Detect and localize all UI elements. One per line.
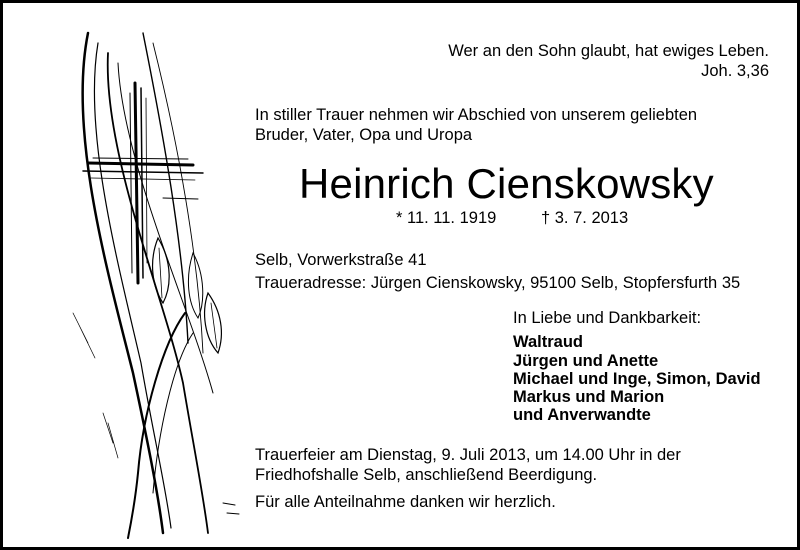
family-member: Michael und Inge, Simon, David — [513, 370, 761, 388]
intro-line-1: In stiller Trauer nehmen wir Abschied von unserem geliebten — [255, 106, 698, 124]
death-date: † 3. 7. 2013 — [541, 209, 629, 227]
thanks-line: Für alle Anteilnahme danken wir herzlich. — [255, 493, 556, 511]
funeral-line-1: Trauerfeier am Dienstag, 9. Juli 2013, um 14.00 Uhr in der — [255, 446, 681, 464]
family-member: Jürgen und Anette — [513, 352, 659, 370]
deceased-name: Heinrich Cienskowsky — [299, 160, 714, 207]
cross-and-wheat-icon — [13, 13, 253, 543]
bible-verse: Wer an den Sohn glaubt, hat ewiges Leben. — [448, 42, 769, 60]
birth-date: * 11. 11. 1919 — [396, 209, 497, 227]
mourning-address: Traueradresse: Jürgen Cienskowsky, 95100 Selb, Stopfersfurth 35 — [255, 274, 741, 292]
family-member: Markus und Marion — [513, 388, 665, 406]
family-member: Waltraud — [513, 333, 583, 351]
residence-address: Selb, Vorwerkstraße 41 — [255, 251, 427, 269]
family-heading: In Liebe und Dankbarkeit: — [513, 309, 702, 327]
family-member: und Anverwandte — [513, 406, 651, 424]
funeral-line-2: Friedhofshalle Selb, anschließend Beerdigung. — [255, 466, 598, 484]
intro-line-2: Bruder, Vater, Opa und Uropa — [255, 126, 473, 144]
bible-verse-reference: Joh. 3,36 — [701, 62, 769, 80]
